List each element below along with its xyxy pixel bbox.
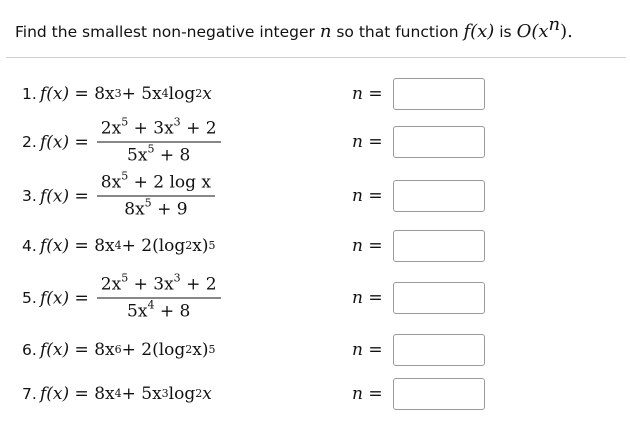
answer-label: n = [352, 340, 383, 360]
answer-input-4[interactable] [393, 230, 485, 262]
problem-expression: f(x) = $\frac{2x^5 + 3x^3 + 2}{5x^4 + 8}$ [40, 275, 221, 322]
answer-input-2[interactable] [393, 126, 485, 158]
fraction: $\frac{2x^5 + 3x^3 + 2}{5x^5 + 8}$ [97, 119, 221, 166]
problem-expression: f(x) = 8x 4 + 2(log 2 x) 5 [40, 236, 216, 256]
problem-number: 2. [22, 133, 37, 151]
answer-label: n = [352, 384, 383, 404]
answer-label: n = [352, 288, 383, 308]
problem-number: 5. [22, 289, 37, 307]
prompt-prefix: Find the smallest non-negative integer [15, 23, 320, 41]
problem-expression: f(x) = $\frac{8x^5 + 2 \log x}{8x^5 + 9}$ [40, 173, 215, 220]
problem-row-3 [0, 169, 630, 220]
answer-label: n = [352, 236, 383, 256]
problem-row-4 [0, 222, 630, 270]
prompt-is: is [494, 23, 517, 41]
problem-expression: f(x) = 8x 4 + 5x 3 log 2 x [40, 384, 212, 404]
prompt-big-o: $O(x^n)$. [516, 14, 573, 42]
problem-row-2 [0, 115, 630, 166]
answer-input-6[interactable] [393, 334, 485, 366]
answer-input-1[interactable] [393, 78, 485, 110]
prompt-middle: so that function [331, 23, 464, 41]
answer-input-5[interactable] [393, 282, 485, 314]
problem-row-5 [0, 271, 630, 322]
question-prompt [15, 14, 625, 42]
prompt-var-n: n [319, 21, 332, 42]
problem-number: 6. [22, 341, 37, 359]
problem-expression: f(x) = $\frac{2x^5 + 3x^3 + 2}{5x^5 + 8}$ [40, 119, 221, 166]
fraction: $\frac{2x^5 + 3x^3 + 2}{5x^4 + 8}$ [97, 275, 221, 322]
answer-input-7[interactable] [393, 378, 485, 410]
problem-number: 4. [22, 237, 37, 255]
answer-label: n = [352, 186, 383, 206]
problem-number: 7. [22, 385, 37, 403]
prompt-f-of-x: f(x) [463, 21, 495, 42]
answer-label: n = [352, 132, 383, 152]
answer-input-3[interactable] [393, 180, 485, 212]
problem-expression: f(x) = 8x 6 + 2(log 2 x) 5 [40, 340, 216, 360]
problem-row-7 [0, 370, 630, 418]
problem-number: 3. [22, 187, 37, 205]
answer-label: n = [352, 84, 383, 104]
problem-row-6 [0, 326, 630, 374]
fraction: $\frac{8x^5 + 2 \log x}{8x^5 + 9}$ [97, 173, 215, 220]
problem-number: 1. [22, 85, 37, 103]
problem-expression: f(x) = 8x 3 + 5x 4 log 2 x [40, 84, 212, 104]
divider [6, 57, 626, 58]
problem-row-1 [0, 70, 630, 118]
